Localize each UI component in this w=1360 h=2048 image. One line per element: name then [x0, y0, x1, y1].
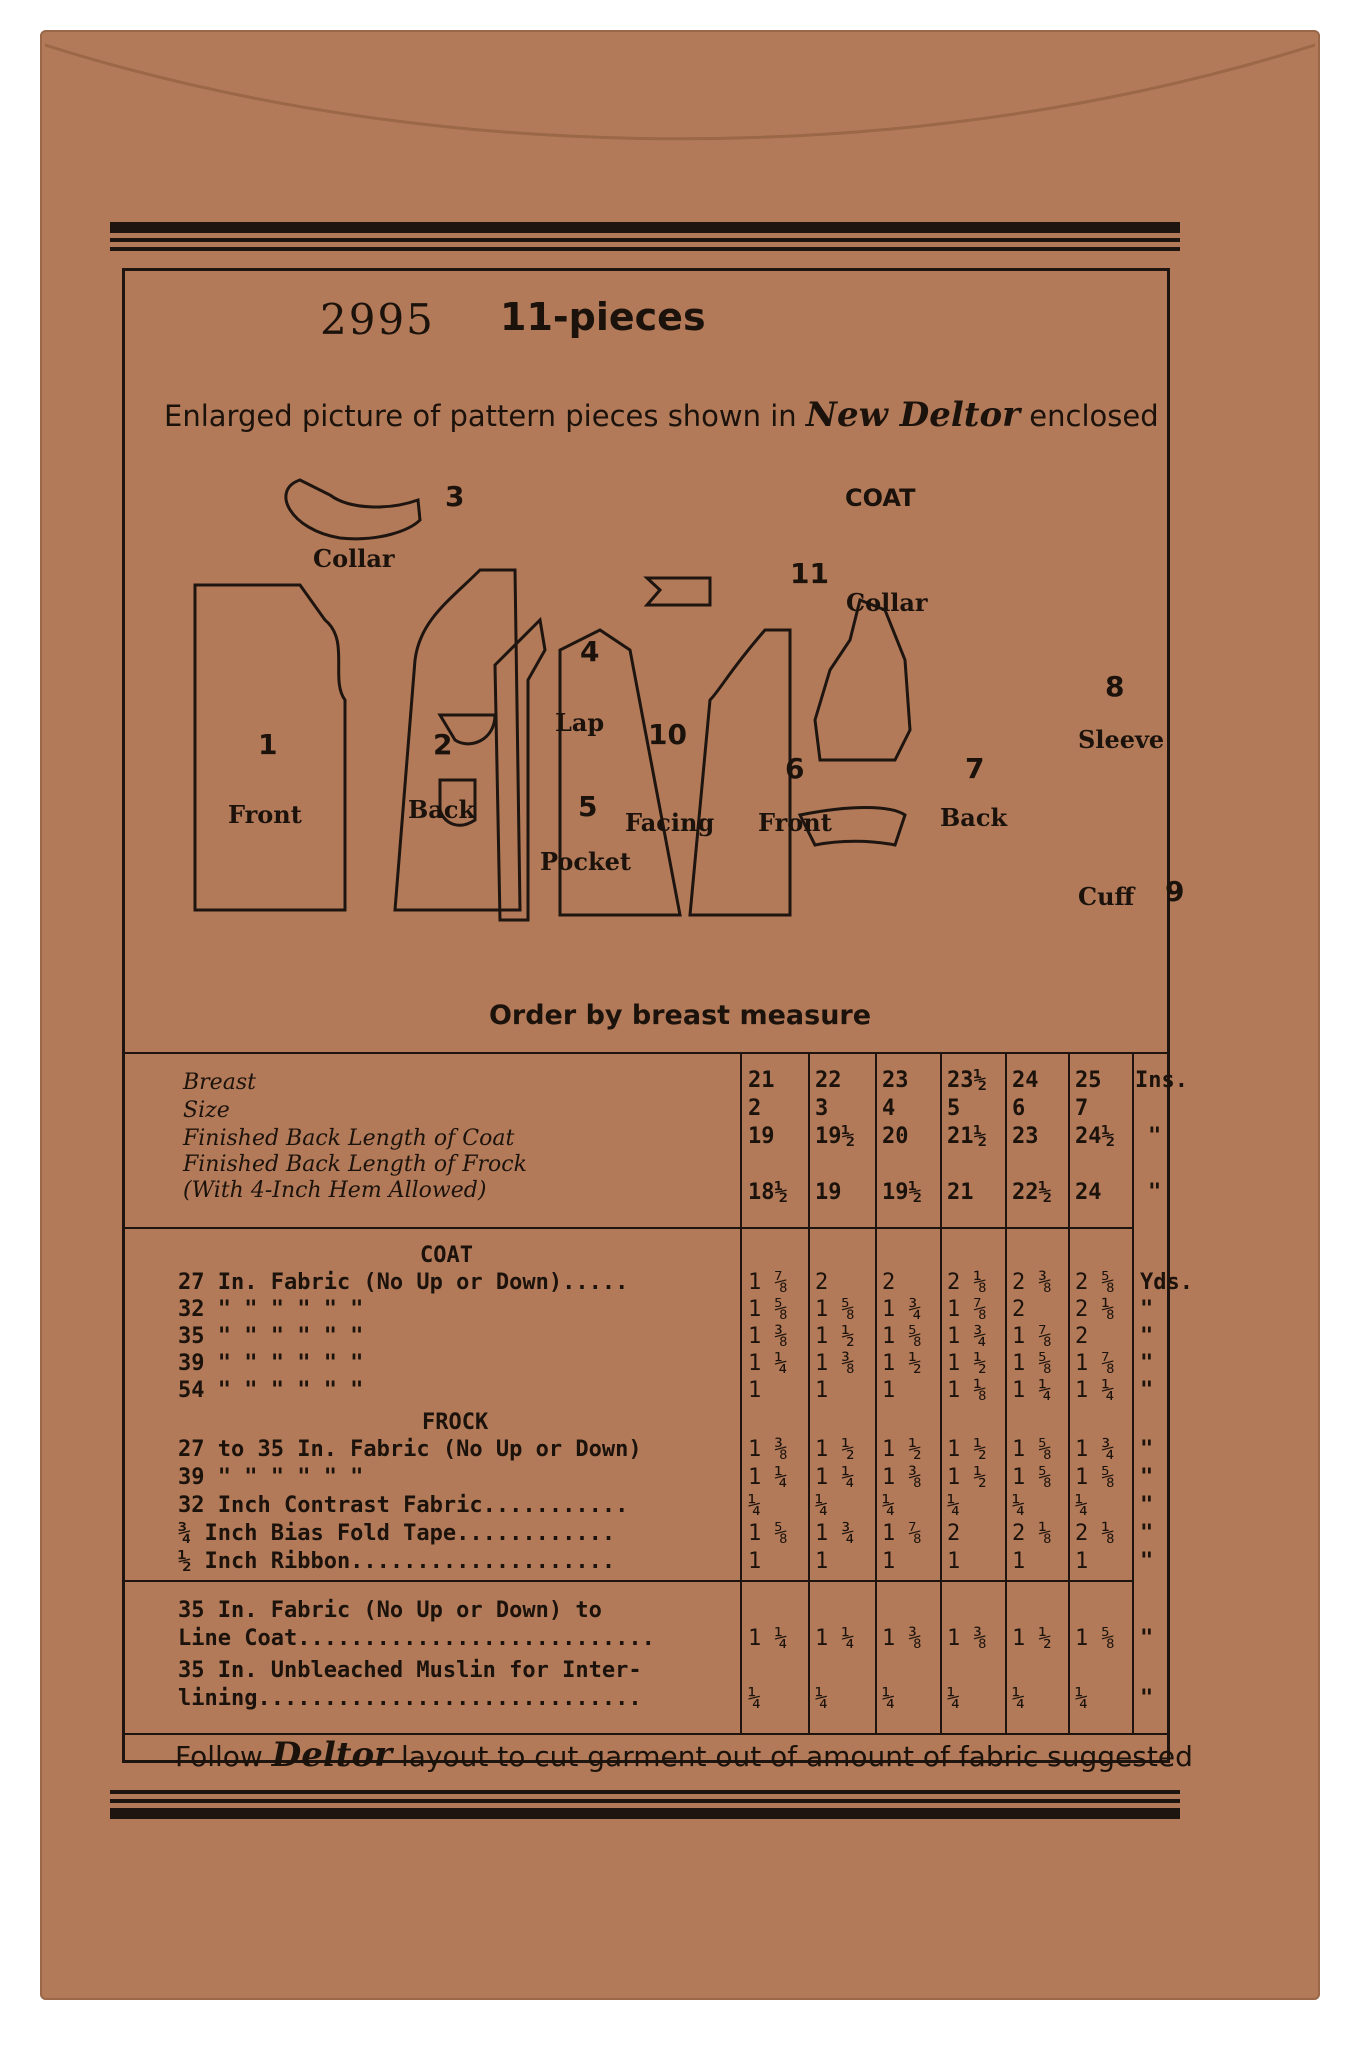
lining-value-cell: 1 ¼	[815, 1626, 855, 1651]
frock-value-cell: 1 ⅝	[1012, 1465, 1052, 1490]
coat-row-label: 27 In. Fabric (No Up or Down).....	[178, 1270, 629, 1295]
piece-6-label: Front	[758, 808, 832, 837]
measure-frock-cell: 21	[947, 1180, 974, 1205]
coat-heading: COAT	[845, 484, 916, 512]
piece-9-label: Cuff	[1078, 882, 1135, 911]
coat-value-cell: 2	[1012, 1297, 1026, 1322]
coat-value-cell: 1 ⅝	[882, 1324, 922, 1349]
subtitle-after: enclosed	[1029, 399, 1159, 433]
measures-bottom-line	[122, 1227, 1132, 1229]
subtitle	[164, 395, 1159, 435]
col-line	[1132, 1052, 1134, 1733]
frock-unit-cell: "	[1140, 1437, 1154, 1462]
col-line	[940, 1052, 942, 1733]
coat-value-cell: 1	[815, 1378, 829, 1403]
coat-value-cell: 2	[882, 1270, 896, 1295]
frock-row-label: 39 " " " " " "	[178, 1465, 364, 1490]
piece-8-label: Sleeve	[1078, 725, 1165, 754]
measure-frock-cell: 18½	[748, 1180, 788, 1205]
lining-value-cell: 1 ⅜	[947, 1626, 987, 1651]
piece-5-number: 5	[578, 790, 598, 823]
coat-value-cell: 1 ⅝	[748, 1297, 788, 1322]
frock-unit-cell: "	[1140, 1465, 1154, 1490]
piece-9-number: 9	[1165, 875, 1185, 908]
frock-value-cell: 1	[947, 1549, 961, 1574]
coat-value-cell: 1 ⅜	[748, 1324, 788, 1349]
coat-value-cell: 2	[815, 1270, 829, 1295]
frock-value-cell: 1 ⅜	[748, 1437, 788, 1462]
coat-unit-cell: "	[1140, 1378, 1154, 1403]
measure-breast-cell: 21	[748, 1068, 775, 1093]
lining-value-cell: ¼	[815, 1686, 829, 1711]
unit-ditto: "	[1148, 1124, 1162, 1149]
frock-value-cell: 2 ⅛	[1012, 1521, 1052, 1546]
subtitle-brand: New Deltor	[805, 395, 1021, 435]
label-frock-length: Finished Back Length of Frock	[183, 1152, 527, 1177]
lining-row-label: lining.............................	[178, 1686, 642, 1711]
coat-unit-cell: "	[1140, 1351, 1154, 1376]
frock-value-cell: 1 ⅝	[1012, 1437, 1052, 1462]
frock-value-cell: 1 ⅞	[882, 1521, 922, 1546]
coat-value-cell: 1 ⅝	[815, 1297, 855, 1322]
frock-value-cell: ¼	[1075, 1493, 1089, 1518]
frock-unit-cell: "	[1140, 1493, 1154, 1518]
coat-row-label: 54 " " " " " "	[178, 1378, 364, 1403]
coat-value-cell: 2 ⅝	[1075, 1270, 1115, 1295]
measure-coat-cell: 19	[748, 1124, 775, 1149]
pattern-number: 2995	[320, 295, 435, 344]
measure-breast-cell: 23½	[947, 1068, 987, 1093]
frock-value-cell: ¼	[748, 1493, 762, 1518]
lining-top-line	[122, 1580, 1132, 1582]
lining-value-cell: 1 ⅜	[882, 1626, 922, 1651]
footer-note	[175, 1735, 1193, 1775]
measure-coat-cell: 24½	[1075, 1124, 1115, 1149]
col-line	[875, 1052, 877, 1733]
coat-value-cell: 1 ¼	[1075, 1378, 1115, 1403]
frock-value-cell: 1	[882, 1549, 896, 1574]
frock-section-title: FROCK	[422, 1410, 489, 1435]
lining-unit-cell: "	[1140, 1686, 1154, 1711]
coat-value-cell: 1 ⅝	[1012, 1351, 1052, 1376]
table-top-line	[122, 1052, 1170, 1054]
measure-frock-cell: 19½	[882, 1180, 922, 1205]
unit-ins: Ins.	[1135, 1068, 1188, 1093]
coat-row-label: 35 " " " " " "	[178, 1324, 364, 1349]
coat-unit-cell: "	[1140, 1324, 1154, 1349]
frock-value-cell: 1 ⅝	[1075, 1465, 1115, 1490]
label-size: Size	[183, 1098, 230, 1123]
piece-10-label: Facing	[625, 808, 715, 837]
measure-frock-cell: 22½	[1012, 1180, 1052, 1205]
coat-value-cell: 1 ⅞	[1012, 1324, 1052, 1349]
coat-unit-cell: "	[1140, 1297, 1154, 1322]
frock-unit-cell: "	[1140, 1549, 1154, 1574]
label-breast: Breast	[183, 1070, 256, 1095]
frock-unit-cell: "	[1140, 1521, 1154, 1546]
frock-value-cell: 1 ½	[815, 1437, 855, 1462]
lining-value-cell: ¼	[947, 1686, 961, 1711]
top-rules	[110, 222, 1180, 256]
footer-brand: Deltor	[271, 1735, 393, 1775]
piece-6-number: 6	[785, 752, 805, 785]
measure-size-cell: 3	[815, 1096, 829, 1121]
coat-section-title: COAT	[420, 1243, 473, 1268]
measure-coat-cell: 21½	[947, 1124, 987, 1149]
frock-row-label: ½ Inch Ribbon....................	[178, 1549, 616, 1574]
lining-value-cell: ¼	[882, 1686, 896, 1711]
label-coat-length: Finished Back Length of Coat	[183, 1126, 515, 1151]
frock-value-cell: ¼	[1012, 1493, 1026, 1518]
subtitle-before: Enlarged picture of pattern pieces shown in	[164, 399, 797, 433]
pieces-count: 11-pieces	[500, 295, 706, 339]
piece-1-number: 1	[258, 728, 278, 761]
measure-breast-cell: 25	[1075, 1068, 1102, 1093]
coat-value-cell: 1 ½	[815, 1324, 855, 1349]
coat-value-cell: 2 ⅛	[947, 1270, 987, 1295]
coat-value-cell: 1 ⅜	[815, 1351, 855, 1376]
piece-1-label: Front	[228, 800, 302, 829]
measure-size-cell: 7	[1075, 1096, 1089, 1121]
footer-after: layout to cut garment out of amount of fabric suggested	[400, 1740, 1193, 1773]
frock-value-cell: 1 ¾	[815, 1521, 855, 1546]
frock-value-cell: ¼	[947, 1493, 961, 1518]
measure-frock-cell: 19	[815, 1180, 842, 1205]
frock-value-cell: 1 ¼	[815, 1465, 855, 1490]
col-line	[808, 1052, 810, 1733]
measure-size-cell: 5	[947, 1096, 961, 1121]
frock-row-label: 27 to 35 In. Fabric (No Up or Down)	[178, 1437, 642, 1462]
order-title: Order by breast measure	[488, 1000, 872, 1031]
bottom-rules	[110, 1790, 1180, 1824]
lining-value-cell: 1 ⅝	[1075, 1626, 1115, 1651]
piece-11-number: 11	[790, 557, 829, 590]
piece-4-number: 4	[580, 635, 600, 668]
frock-value-cell: 1 ½	[947, 1465, 987, 1490]
frock-value-cell: 1	[1075, 1549, 1089, 1574]
frock-value-cell: 1	[748, 1549, 762, 1574]
coat-value-cell: 1 ¾	[882, 1297, 922, 1322]
coat-value-cell: 1 ⅞	[1075, 1351, 1115, 1376]
measure-size-cell: 2	[748, 1096, 762, 1121]
piece-10-number: 10	[648, 718, 687, 751]
measure-coat-cell: 23	[1012, 1124, 1039, 1149]
coat-value-cell: 2 ⅛	[1075, 1297, 1115, 1322]
col-line	[1005, 1052, 1007, 1733]
coat-value-cell: 1 ¼	[748, 1351, 788, 1376]
coat-value-cell: 1 ½	[882, 1351, 922, 1376]
piece-7-number: 7	[965, 752, 985, 785]
piece-8-number: 8	[1105, 670, 1125, 703]
piece-5-label: Pocket	[540, 847, 632, 876]
frock-value-cell: 1	[1012, 1549, 1026, 1574]
lining-value-cell: 1 ½	[1012, 1626, 1052, 1651]
piece-3-number: 3	[445, 480, 465, 513]
coat-value-cell: 1 ½	[947, 1351, 987, 1376]
piece-11-label: Collar	[846, 588, 928, 617]
piece-2-label: Back	[408, 795, 476, 824]
frock-value-cell: ¼	[882, 1493, 896, 1518]
frock-value-cell: 1 ⅝	[748, 1521, 788, 1546]
frock-row-label: ¾ Inch Bias Fold Tape............	[178, 1521, 616, 1546]
lining-row-label: Line Coat...........................	[178, 1626, 655, 1651]
coat-value-cell: 1 ⅛	[947, 1378, 987, 1403]
coat-value-cell: 1	[882, 1378, 896, 1403]
lining-value-cell: ¼	[748, 1686, 762, 1711]
coat-value-cell: 1 ¼	[1012, 1378, 1052, 1403]
measure-coat-cell: 19½	[815, 1124, 855, 1149]
measure-size-cell: 6	[1012, 1096, 1026, 1121]
frock-value-cell: 1	[815, 1549, 829, 1574]
footer-before: Follow	[175, 1740, 263, 1773]
coat-value-cell: 1 ⅞	[947, 1297, 987, 1322]
lining-value-cell: 1 ¼	[748, 1626, 788, 1651]
coat-value-cell: 1 ¾	[947, 1324, 987, 1349]
lining-row-label: 35 In. Unbleached Muslin for Inter-	[178, 1658, 642, 1683]
measure-coat-cell: 20	[882, 1124, 909, 1149]
measure-size-cell: 4	[882, 1096, 896, 1121]
frock-value-cell: 1 ¾	[1075, 1437, 1115, 1462]
col-line	[1068, 1052, 1070, 1733]
unit-ditto: "	[1148, 1180, 1162, 1205]
piece-4-label: Lap	[555, 708, 605, 737]
coat-value-cell: 1	[748, 1378, 762, 1403]
piece-7-label: Back	[940, 803, 1008, 832]
label-hem: (With 4-Inch Hem Allowed)	[183, 1178, 487, 1203]
frock-value-cell: 1 ½	[882, 1437, 922, 1462]
coat-row-label: 39 " " " " " "	[178, 1351, 364, 1376]
piece-3-label: Collar	[313, 544, 395, 573]
lining-value-cell: ¼	[1012, 1686, 1026, 1711]
coat-row-label: 32 " " " " " "	[178, 1297, 364, 1322]
measure-frock-cell: 24	[1075, 1180, 1102, 1205]
frock-value-cell: 1 ⅜	[882, 1465, 922, 1490]
frock-value-cell: 2	[947, 1521, 961, 1546]
frock-value-cell: 1 ½	[947, 1437, 987, 1462]
lining-value-cell: ¼	[1075, 1686, 1089, 1711]
coat-value-cell: 1 ⅞	[748, 1270, 788, 1295]
col-line	[740, 1052, 742, 1733]
coat-unit-cell: Yds.	[1140, 1270, 1193, 1295]
coat-value-cell: 2	[1075, 1324, 1089, 1349]
measure-breast-cell: 23	[882, 1068, 909, 1093]
frock-value-cell: 1 ¼	[748, 1465, 788, 1490]
lining-unit-cell: "	[1140, 1626, 1154, 1651]
frock-value-cell: ¼	[815, 1493, 829, 1518]
coat-value-cell: 2 ⅜	[1012, 1270, 1052, 1295]
measure-breast-cell: 24	[1012, 1068, 1039, 1093]
frock-row-label: 32 Inch Contrast Fabric...........	[178, 1493, 629, 1518]
measure-breast-cell: 22	[815, 1068, 842, 1093]
lining-row-label: 35 In. Fabric (No Up or Down) to	[178, 1598, 602, 1623]
piece-2-number: 2	[433, 728, 453, 761]
frock-value-cell: 2 ⅛	[1075, 1521, 1115, 1546]
